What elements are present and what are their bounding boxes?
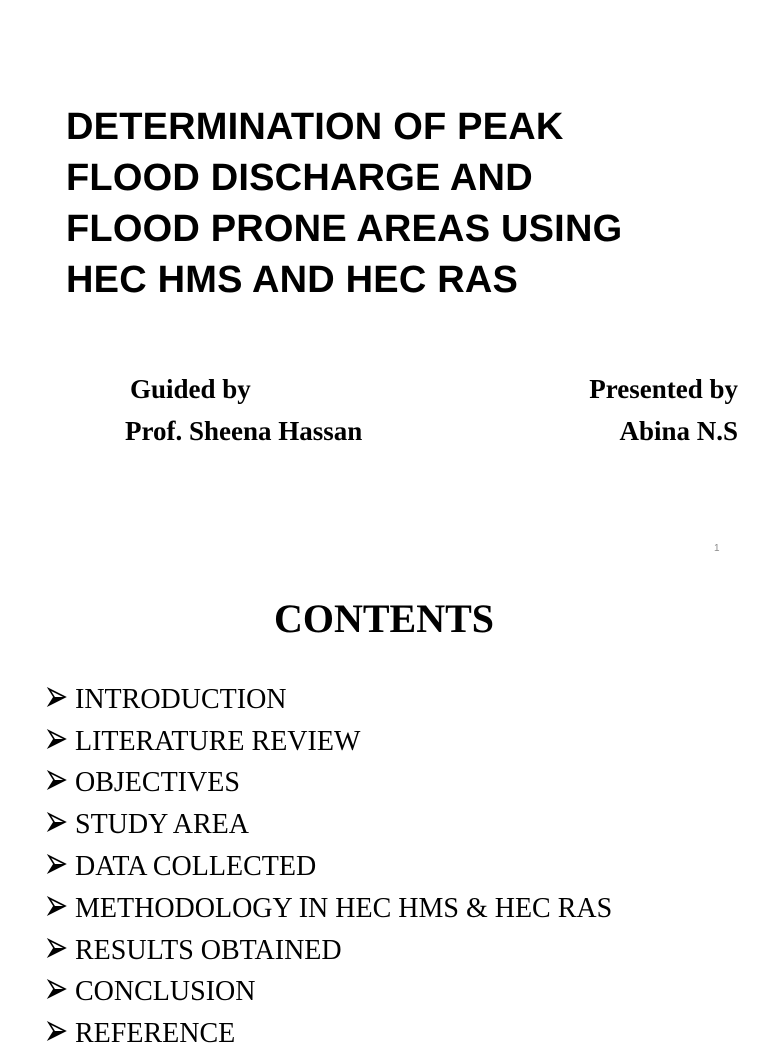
arrow-bullet-icon [47,854,67,874]
presenter-name: Abina N.S [619,416,738,446]
guided-by-label: Guided by [130,374,251,404]
contents-item-label: DATA COLLECTED [75,851,317,883]
contents-item-label: REFERENCE [75,1018,236,1050]
list-item [47,846,612,888]
contents-item-label: RESULTS OBTAINED [75,934,342,966]
list-item [47,888,612,930]
contents-item-label: STUDY AREA [75,809,249,841]
guided-by-block [125,368,362,452]
arrow-bullet-icon [47,938,67,958]
arrow-bullet-icon [47,896,67,916]
contents-heading: CONTENTS [273,596,495,641]
title-line: FLOOD DISCHARGE AND [66,157,533,199]
arrow-bullet-icon [47,729,67,749]
presented-by-block [589,368,738,452]
contents-item-label: CONCLUSION [75,976,256,1008]
list-item [47,1013,612,1055]
contents-item-label: INTRODUCTION [75,683,287,715]
presented-by-label: Presented by [589,374,738,404]
list-item [47,763,612,805]
presentation-title [66,102,746,306]
title-line: DETERMINATION OF PEAK [66,106,564,148]
contents-slide [0,576,768,1050]
list-item [47,721,612,763]
list-item [47,804,612,846]
contents-list [47,679,612,1055]
list-item [47,930,612,972]
arrow-bullet-icon [47,812,67,832]
list-item [47,679,612,721]
arrow-bullet-icon [47,687,67,707]
title-line: HEC HMS AND HEC RAS [66,259,519,301]
title-line: FLOOD PRONE AREAS USING [66,208,623,250]
guide-name: Prof. Sheena Hassan [125,416,363,446]
list-item [47,972,612,1014]
arrow-bullet-icon [47,1021,67,1041]
contents-item-label: METHODOLOGY IN HEC HMS & HEC RAS [75,892,613,924]
arrow-bullet-icon [47,979,67,999]
contents-item-label: OBJECTIVES [75,767,240,799]
page-number: 1 [714,543,720,554]
contents-item-label: LITERATURE REVIEW [75,725,361,757]
arrow-bullet-icon [47,770,67,790]
